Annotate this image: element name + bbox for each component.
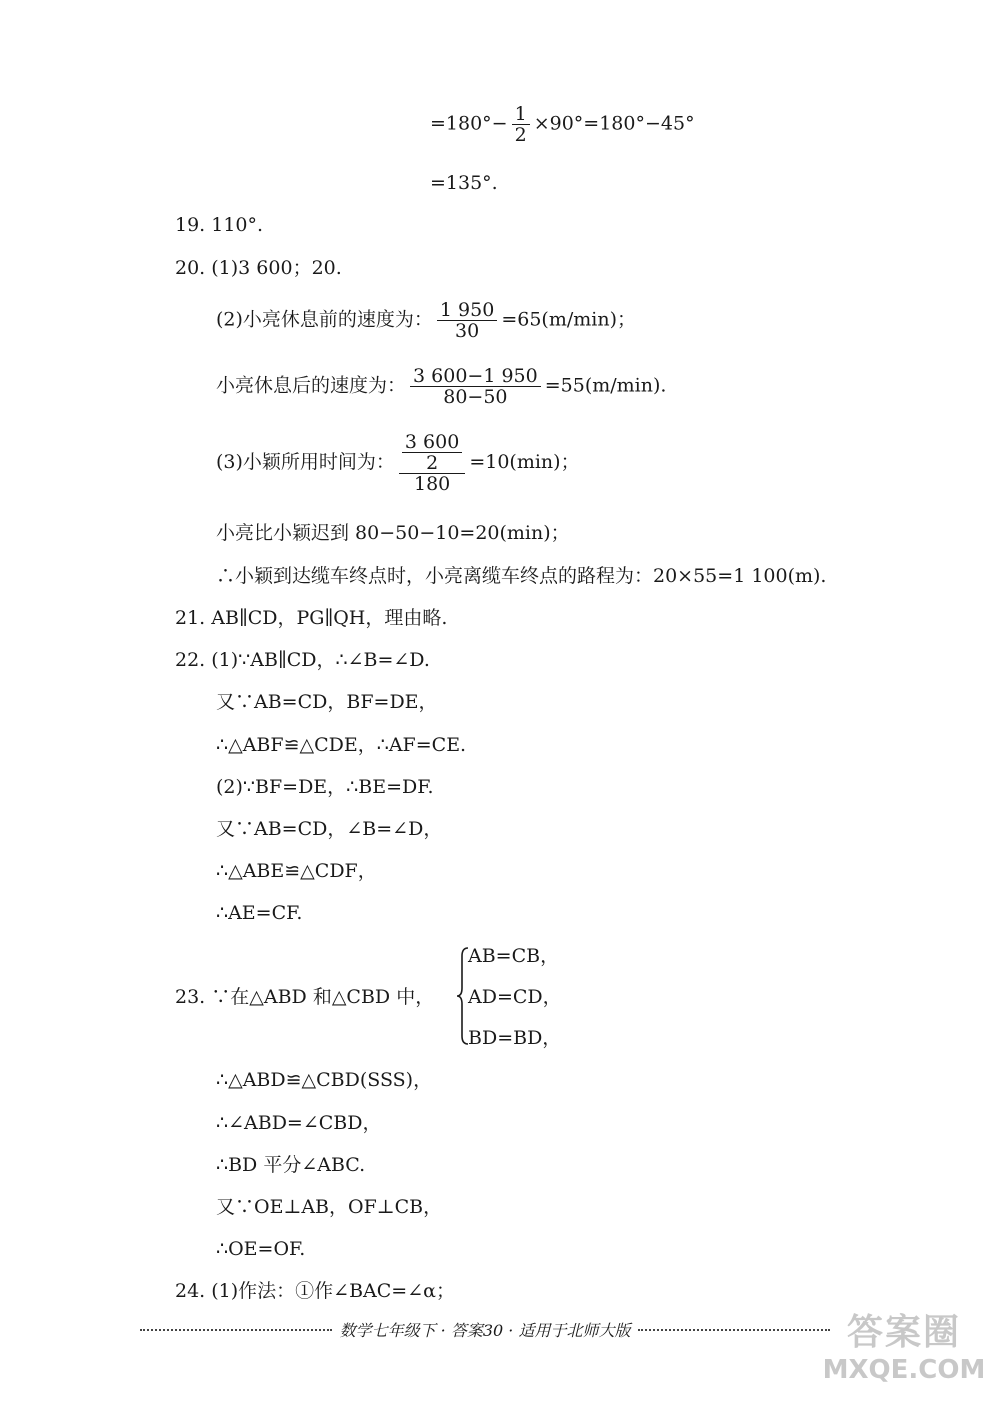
fraction-speed-after [410, 366, 541, 407]
answer-21: 21. AB∥CD，PG∥QH，理由略. [175, 607, 448, 629]
answer-23-4: 又∵OE⊥AB，OF⊥CB， [216, 1196, 443, 1218]
answer-20-1: 20. (1)3 600；20. [175, 257, 342, 279]
watermark-bottom: MXQE.COM [822, 1355, 986, 1385]
answer-22-1: 22. (1)∵AB∥CD，∴∠B=∠D. [175, 649, 430, 671]
answer-23-head: 23. ∵在△ABD 和△CBD 中， [175, 986, 435, 1008]
answer-20-2 [216, 300, 636, 341]
text: =65(m/min)； [501, 308, 636, 331]
fraction-numerator: 3 600 [402, 432, 462, 453]
answer-22-4: (2)∵BF=DE，∴BE=DF. [216, 776, 434, 798]
watermark-logo [814, 1304, 994, 1394]
footer-divider [638, 1329, 830, 1331]
fraction-numerator: 1 950 [437, 300, 497, 321]
text: =55(m/min). [544, 374, 667, 397]
answer-20-6: ∴小颖到达缆车终点时，小亮离缆车终点的路程为：20×55=1 100(m). [216, 565, 827, 587]
answer-20-3 [216, 366, 666, 407]
answer-22-2: 又∵AB=CD，BF=DE， [216, 691, 438, 713]
expr-part: ×90°=180°−45° [533, 112, 695, 135]
fraction-numerator: 3 600−1 950 [410, 366, 541, 387]
system-eq-3: BD=BD， [468, 1027, 562, 1049]
answer-23-1: ∴△ABD≌△CBD(SSS)， [216, 1069, 433, 1091]
text: (3)小颖所用时间为： [216, 451, 395, 473]
answer-22-7: ∴AE=CF. [216, 902, 303, 924]
answer-19: 19. 110°. [175, 214, 264, 236]
answer-23-5: ∴OE=OF. [216, 1238, 306, 1260]
answer-22-3: ∴△ABF≌△CDE，∴AF=CE. [216, 734, 467, 756]
text: 小亮休息后的速度为： [216, 374, 407, 397]
answer-23-2: ∴∠ABD=∠CBD， [216, 1112, 382, 1134]
text: =10(min)； [469, 451, 580, 473]
page-footer [140, 1318, 830, 1341]
expr-part: =180°− [430, 112, 508, 135]
answer-22-6: ∴△ABE≌△CDF， [216, 860, 377, 882]
answer-20-4 [216, 432, 580, 494]
answer-22-5: 又∵AB=CD，∠B=∠D， [216, 818, 443, 840]
fraction-denominator: 180 [413, 473, 451, 495]
fraction-half [512, 104, 530, 145]
fraction-time [399, 432, 465, 494]
fraction-denominator: 80−50 [443, 386, 508, 408]
line-angle-calc [430, 104, 695, 145]
answer-20-5: 小亮比小颖迟到 80−50−10=20(min)； [216, 522, 570, 544]
answer-24: 24. (1)作法：①作∠BAC=∠α； [175, 1280, 455, 1302]
fraction-denominator: 2 [514, 124, 527, 146]
fraction-denominator: 30 [455, 320, 480, 342]
fraction-numerator-compound [399, 432, 465, 474]
inner-fraction [402, 432, 462, 473]
answer-23-3: ∴BD 平分∠ABC. [216, 1154, 366, 1176]
footer-text: 数学七年级下 · 答案30 · 适用于北师大版 [339, 1321, 631, 1340]
fraction-numerator: 1 [512, 104, 530, 125]
fraction-denominator: 2 [426, 452, 439, 474]
text: (2)小亮休息前的速度为： [216, 308, 433, 331]
system-eq-1: AB=CB， [468, 945, 560, 967]
system-eq-2: AD=CD， [468, 986, 562, 1008]
fraction-speed-before [437, 300, 497, 341]
footer-divider [140, 1329, 332, 1331]
line-angle-result: =135°. [430, 172, 498, 194]
watermark-top: 答案圈 [846, 1312, 961, 1353]
